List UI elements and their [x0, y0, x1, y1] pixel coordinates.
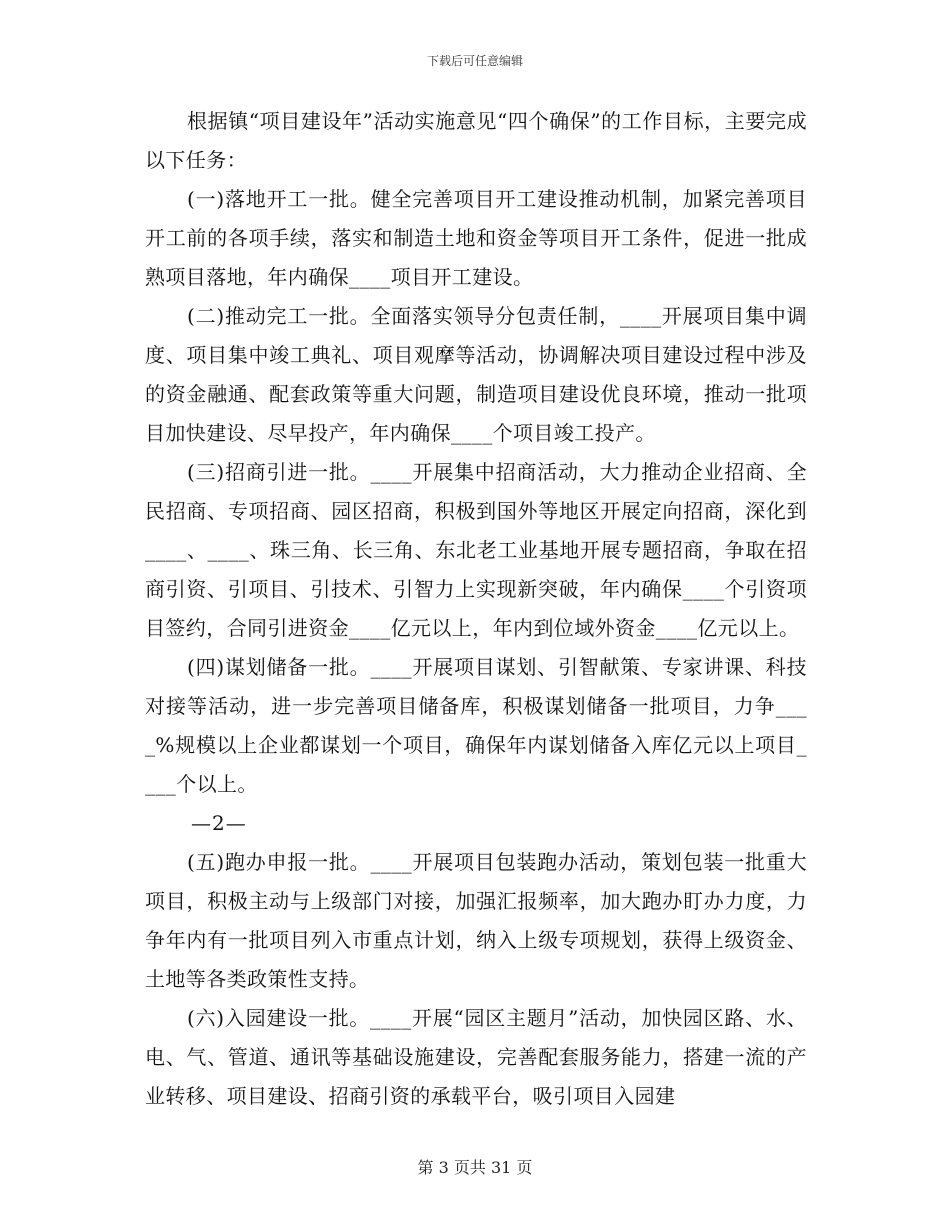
document-body: [145, 102, 807, 1116]
paragraph-item-5: (五)跑办申报一批。____开展项目包装跑办活动，策划包装一批重大项目，积极主动与上级部门对接，加强汇报频率，加大跑办盯办力度，力争年内有一批项目列入市重点计划，纳入上级专项规划，获得上级资金、土地等各类政策性支持。: [145, 850, 807, 991]
paragraph-item-2: (二)推动完工一批。全面落实领导分包责任制，____开展项目集中调度、项目集中竣工典礼、项目观摩等活动，协调解决项目建设过程中涉及的资金融通、配套政策等重大问题，制造项目建设优良环境，推动一批项目加快建设、尽早投产，年内确保____个项目竣工投产。: [145, 304, 807, 445]
paragraph-item-6: (六)入园建设一批。____开展“园区主题月”活动，加快园区路、水、电、气、管道、通讯等基础设施建设，完善配套服务能力，搭建一流的产业转移、项目建设、招商引资的承载平台，吸引项目入园建: [145, 1006, 807, 1108]
paragraph-item-4: (四)谋划储备一批。____开展项目谋划、引智献策、专家讲课、科技对接等活动，进一步完善项目储备库，积极谋划储备一批项目，力争____%规模以上企业都谋划一个项目，确保年内谋划储备入库亿元以上项目____个以上。: [145, 655, 807, 796]
paragraph-item-3: (三)招商引进一批。____开展集中招商活动，大力推动企业招商、全民招商、专项招商、园区招商，积极到国外等地区开展定向招商，深化到____、____、珠三角、长三角、东北老工业基地开展专题招商，争取在招商引资、引项目、引技术、引智力上实现新突破，年内确保____个引资项目签约，合同引进资金____亿元以上，年内到位域外资金____亿元以上。: [145, 460, 807, 640]
paragraph-intro: 根据镇“项目建设年”活动实施意见“四个确保”的工作目标，主要完成以下任务：: [145, 109, 807, 172]
page-number-mark: —2—: [191, 811, 247, 835]
header-note: 下载后可任意编辑: [426, 54, 523, 68]
paragraph-item-1: (一)落地开工一批。健全完善项目开工建设推动机制，加紧完善项目开工前的各项手续，落实和制造土地和资金等项目开工条件，促进一批成熟项目落地，年内确保____项目开工建设。: [145, 187, 807, 289]
page-footer: 第 3 页共 31 页: [417, 1158, 533, 1177]
